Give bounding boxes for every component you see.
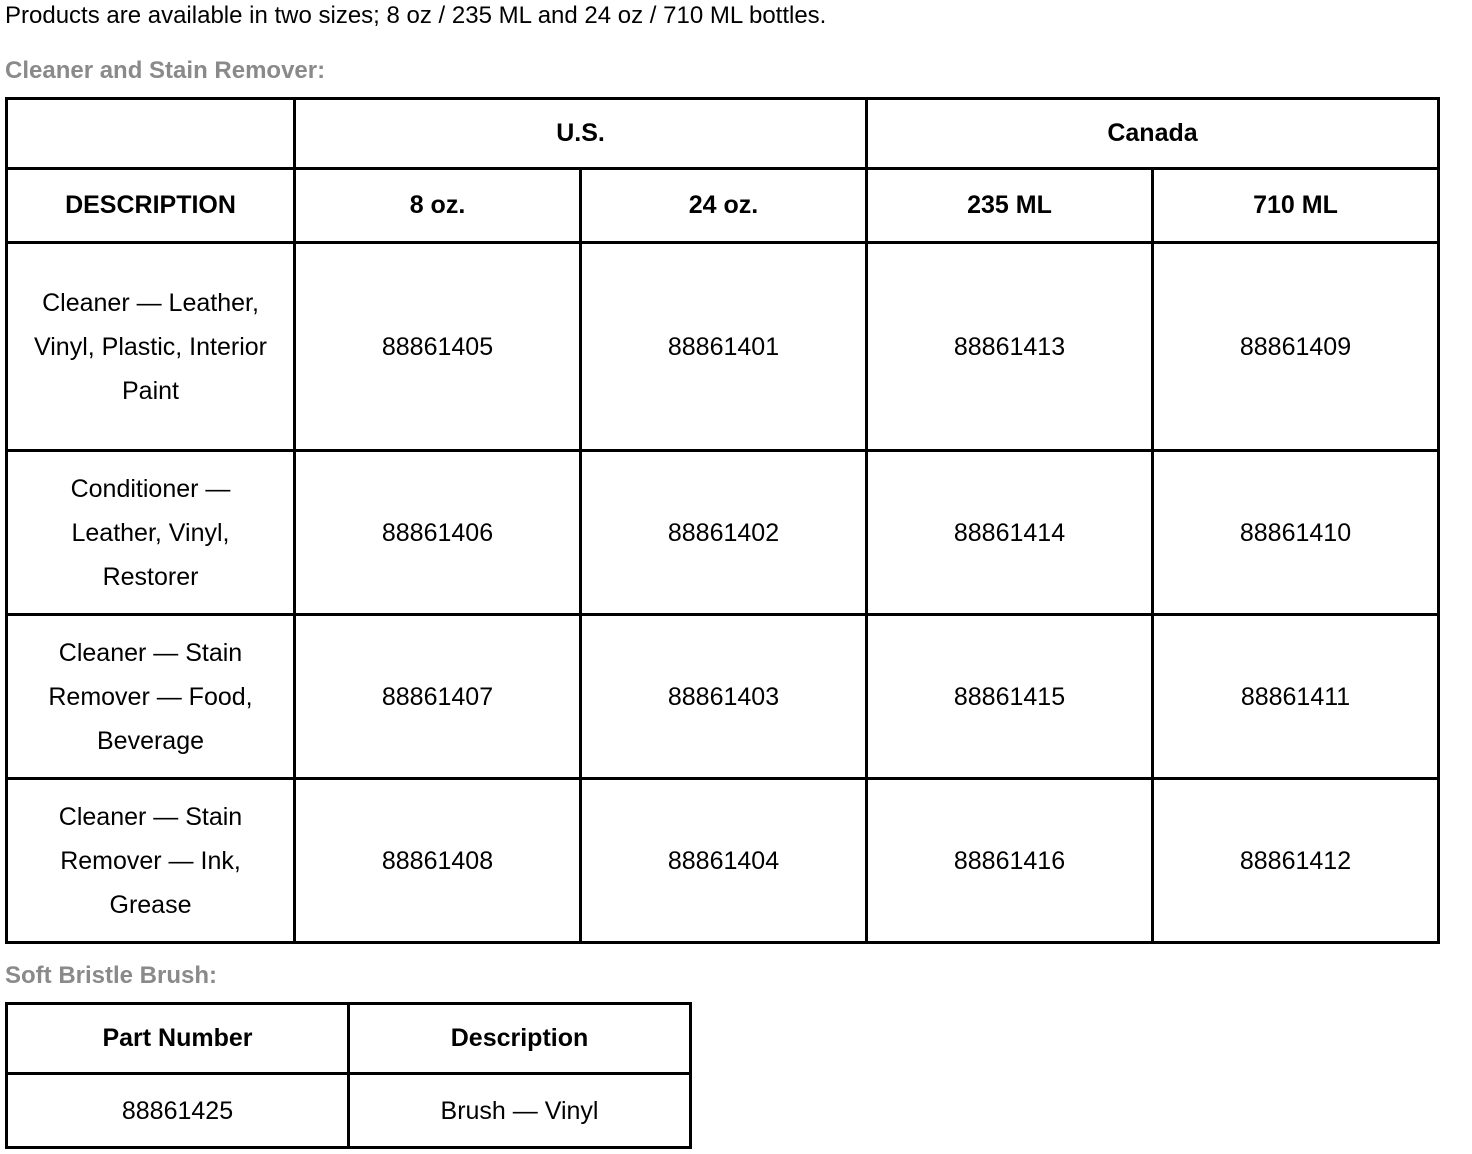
part-number-8oz: 88861405 bbox=[295, 243, 581, 451]
product-description: Conditioner — Leather, Vinyl, Restorer bbox=[7, 451, 295, 615]
part-number-235ml: 88861416 bbox=[867, 779, 1153, 943]
cleaner-section-heading: Cleaner and Stain Remover: bbox=[5, 57, 326, 84]
soft-bristle-brush-table bbox=[5, 1002, 692, 1149]
part-number-235ml: 88861413 bbox=[867, 243, 1153, 451]
part-number-24oz: 88861403 bbox=[581, 615, 867, 779]
part-number-235ml: 88861414 bbox=[867, 451, 1153, 615]
brush-description: Brush — Vinyl bbox=[349, 1074, 691, 1148]
table-row bbox=[7, 451, 1439, 615]
brush-part-number: 88861425 bbox=[7, 1074, 349, 1148]
part-number-8oz: 88861406 bbox=[295, 451, 581, 615]
table-row bbox=[7, 1074, 691, 1148]
part-number-24oz: 88861401 bbox=[581, 243, 867, 451]
part-number-710ml: 88861409 bbox=[1153, 243, 1439, 451]
product-description: Cleaner — Leather, Vinyl, Plastic, Interior Paint bbox=[7, 243, 295, 451]
column-header-description: DESCRIPTION bbox=[7, 169, 295, 243]
cleaner-stain-remover-table bbox=[5, 97, 1440, 944]
part-number-235ml: 88861415 bbox=[867, 615, 1153, 779]
product-description: Cleaner — Stain Remover — Ink, Grease bbox=[7, 779, 295, 943]
part-number-710ml: 88861410 bbox=[1153, 451, 1439, 615]
product-description: Cleaner — Stain Remover — Food, Beverage bbox=[7, 615, 295, 779]
column-header-24oz: 24 oz. bbox=[581, 169, 867, 243]
region-header-canada: Canada bbox=[867, 99, 1439, 169]
column-header-description: Description bbox=[349, 1004, 691, 1074]
brush-section-heading: Soft Bristle Brush: bbox=[5, 962, 218, 989]
part-number-8oz: 88861407 bbox=[295, 615, 581, 779]
part-number-8oz: 88861408 bbox=[295, 779, 581, 943]
region-header-blank bbox=[7, 99, 295, 169]
intro-text: Products are available in two sizes; 8 oz / 235 ML and 24 oz / 710 ML bottles. bbox=[5, 2, 827, 29]
part-number-710ml: 88861411 bbox=[1153, 615, 1439, 779]
part-number-710ml: 88861412 bbox=[1153, 779, 1439, 943]
region-header-us: U.S. bbox=[295, 99, 867, 169]
table-row bbox=[7, 779, 1439, 943]
table-row bbox=[7, 243, 1439, 451]
column-header-710ml: 710 ML bbox=[1153, 169, 1439, 243]
column-header-235ml: 235 ML bbox=[867, 169, 1153, 243]
part-number-24oz: 88861404 bbox=[581, 779, 867, 943]
column-header-part-number: Part Number bbox=[7, 1004, 349, 1074]
brush-header-row bbox=[7, 1004, 691, 1074]
size-header-row bbox=[7, 169, 1439, 243]
part-number-24oz: 88861402 bbox=[581, 451, 867, 615]
table-row bbox=[7, 615, 1439, 779]
column-header-8oz: 8 oz. bbox=[295, 169, 581, 243]
region-header-row bbox=[7, 99, 1439, 169]
